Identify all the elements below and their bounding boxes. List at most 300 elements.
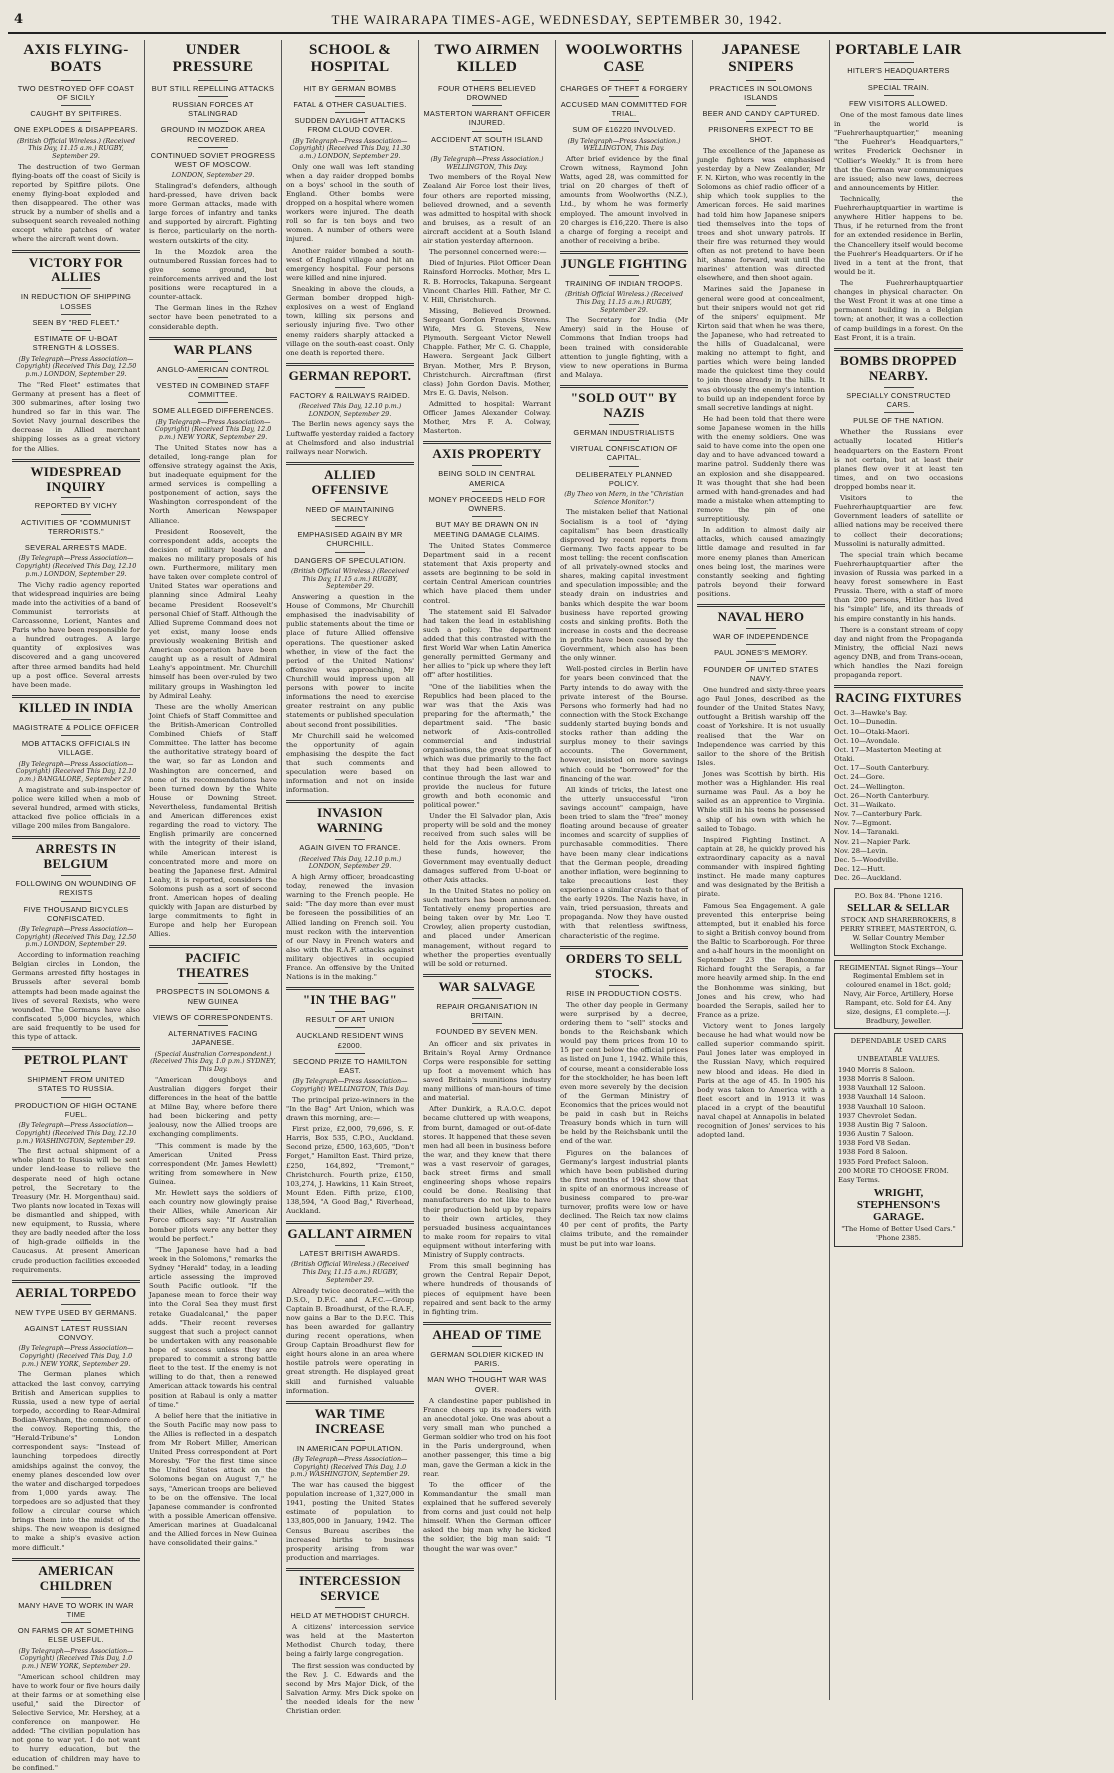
subheadline: LATEST BRITISH AWARDS. [299,1249,401,1259]
paragraph: Visitors to the Fuehrerhauptquartier are few. Government leaders of satellite or allied nations may be received there to collect their decorations; Mussolini is naturally admitted. [834,494,963,548]
headline: WAR PLANS [173,341,253,357]
fixture-item: Nov. 7—Canterbury Park. [834,810,922,819]
paragraph: He had been told that there were some Japanese women in the hills with the enemy soldiers. One was said to have come into the open one day and to have advanced toward a marine patrol. Suddenly there was an explosion and she disappeared. It was thought that she had been armed with hand-grenades and had made a mistake when attempting to remove the pin of one surreptitiously. [697,414,825,524]
newspaper-page [8,6,1106,1772]
rule [61,901,91,902]
rule [472,516,502,517]
dateline: (By Telegraph—Press Association—Copyright) (Received This Day, 12.50 p.m.) LONDON, September 29. [15,354,137,379]
paragraph: In addition to almost daily air attacks, which caused amazingly little damage and resulted in far more enemy planes than American ones being lost, the marines were constantly seeking and fighting patrols beyond their forward positions. [697,526,825,598]
article-divider [834,348,963,351]
paragraph: A citizens' intercession service was held at the Masterton Methodist Church today, there being a fairly large congregation. [286,1623,414,1659]
article [834,42,963,343]
car-item: 1938 Morris 8 Saloon. [838,1075,915,1084]
article [286,42,414,358]
fixture-item: Dec. 12—Hutt. [834,865,885,874]
rule [746,80,776,81]
headline: RACING FIXTURES [835,690,962,706]
paragraph: After brief evidence by the final Crown witness, Raymond John Watts, aged 28, was committed for trial on 20 charges of theft of amounts from Woolworths (N.Z.), Ltd., by whom he was formerly employed. The amount involved in 20 charges is £16,220. There is also a charge of forging a receipt and another of receiving a bribe. [560,154,688,245]
fixture-item: Oct. 24—Gore. [834,773,885,782]
subheadline: ALTERNATIVES FACING JAPANESE. [168,1029,258,1048]
paragraph: A high Army officer, broadcasting today, renewed the invasion warning to the French people. He said: "The day more than ever must be foreseen the possibilities of an Allied landing on French soil. You must reckon with the intervention of our Navy in French waters and also with the R.A.F. attacks against military objectives in occupied France. An offensive by the United Nations is in the making." [286,872,414,982]
subheadline: RUSSIAN FORCES AT STALINGRAD [172,99,254,118]
rule [472,491,502,492]
subheadline: DANGERS OF SPECULATION. [294,555,406,565]
article-divider [560,251,688,254]
columns [8,40,1106,1772]
article [12,842,140,1042]
subheadline: TRAINING OF INDIAN TROOPS. [565,278,683,288]
subheadline: BEING SOLD IN CENTRAL AMERICA [438,469,536,488]
headline: "SOLD OUT" BY NAZIS [570,389,678,420]
subheadline: SPECIALLY CONSTRUCTED CARS. [846,390,951,409]
fixture-item: Nov. 7—Egmont. [834,819,892,828]
article-divider [697,604,825,607]
article-divider [286,987,414,990]
rule [61,497,91,498]
subheadline: GERMAN SOLDIER KICKED IN PARIS. [430,1349,544,1369]
paragraph: The first session was conducted by the Rev. J. C. Edwards and the second by Mrs Major Dick, of the Salvation Army. Mrs Dick spoke on the needed ideals for the new Christian order. [286,1661,414,1716]
rule [335,387,365,388]
subheadline: DELIBERATELY PLANNED POLICY. [575,469,673,488]
article [423,42,551,436]
rule [335,1440,365,1441]
paragraph: "This comment is made by the American United Press correspondent (Mr. James Hewlett) writing from somewhere in New Guinea. [149,1141,277,1186]
paragraph: A belief here that the initiative in the South Pacific may now pass to the Allies is reflected in a despatch from Mr Robert Miller, American United Press correspondent at Port Moresby. "For the first time since the United States attack on the Solomons began on August 7," he says, "American troops are believed to be on the offensive. The local Japanese commander is confronted with a possible American offensive. American marines at Guadalcanal and the Allied forces in New Guinea have consolidated their gains." [149,1411,277,1548]
dateline: (British Official Wireless.) (Received This Day, 11.15 a.m.) RUGBY, September 29. [17,136,135,160]
headline: ARRESTS IN BELGIUM [35,841,117,872]
paragraph: The excellence of the Japanese as jungle fighters was emphasised yesterday by a New Zealander, Mr F. N. Kirton, who was recently in the Solomons as chief radio officer of a ship which took supplies to the American forces. He said marines had told him how Japanese snipers tied themselves into the tops of trees and shot unwary patrols. If their fire was returned they would often as not pretend to have been hit, shame forward, wait until the marines' attention was directed elsewhere, and then shoot again. [697,146,825,283]
advertisement [834,960,963,1030]
ad-line: P.O. Box 84. 'Phone 1216. [854,891,943,900]
subheadline: IN REDUCTION OF SHIPPING LOSSES [20,292,132,311]
subheadline: SEVERAL ARRESTS MADE. [24,543,128,553]
article-divider [286,1401,414,1404]
paragraph: Technically, the Fuehrerhauptquartier in wartime is anywhere Hitler happens to be. Thus, if he returned from the front for an extended residence in Berlin, the Chancellery itself would become the Fuehrer's Headquarters. Or if he lived in a tent at the front, that would be it. [834,194,964,276]
paragraph: Two members of the Royal New Zealand Air Force lost their lives, four others are reported missing, believed drowned, and a seventh was admitted to hospital with shock and bruises, as a result of an aircraft accident at a South Island air station yesterday afternoon. [423,173,551,246]
column-2 [145,40,282,1700]
article-divider [12,459,140,462]
headline: AXIS FLYING-BOATS [23,42,129,76]
subheadline: VESTED IN COMBINED STAFF COMMITTEE. [156,380,270,400]
headline: PORTABLE LAIR [835,42,962,58]
subheadline: TWO DESTROYED OFF COAST OF SICILY [17,83,135,102]
article-divider [286,462,414,465]
rule [61,735,91,736]
paragraph: The mistaken belief that National Socialism is a tool of "dying capitalism" has been drastically disproved by recent reports from Germany. Two facts appear to be most telling: the recent confiscation of all privately-owned stocks and shares, making capital investment and speculation impossible; and the steady drain on industries and banks which despite the war boom business have reported growing costs and sinking profits. Both the increase in costs and the decrease in profits have been caused by the Government, which also has been the only winner. [560,508,688,663]
paragraph: Stalingrad's defenders, although hard-pressed, have driven back more German attacks, made with large forces of infantry and tanks and supported by aircraft. Fighting is fierce, particularly on the north-western outskirts of the city. [149,181,277,245]
ad-body: "The Home of Better Used Cars." 'Phone 2385. [841,1225,956,1242]
paragraph: The destruction of two German flying-boats off the coast of Sicily is reported by Spitfire pilots. One enemy flying-boat exploded and then disappeared. The other was struck by a number of shells and a subsequent search revealed nothing except white patches of water where the aircraft went down. [12,162,140,244]
headline: INVASION WARNING [316,805,384,836]
subheadline: CAUGHT BY SPITFIRES. [30,109,122,118]
article [12,1053,140,1275]
article-divider [286,1568,414,1571]
subheadline: MAN WHO THOUGHT WAR WAS OVER. [427,1375,547,1394]
paragraph: The "Red Fleet" estimates that Germany at present has a fleet of 300 submarines, after losing two hundred so far in this war. The Soviet Navy journal describes the decrease in Allied merchant shipping losses as a great victory for the Allies. [12,380,140,453]
paragraph: There is a constant stream of copy day and night from the Propaganda Ministry, the official Nazi news agency DNB, and from Trans-ocean, which handles the Nazi foreign propaganda report. [834,625,963,680]
article-divider [12,695,140,698]
rule [198,80,228,81]
paragraph: President Roosevelt, the correspondent adds, accepts the decision of military leaders and makes no military proposals of his own. Furthermore, military men have taken over complete control of United States war operations and planning since Admiral Leahy became President Roosevelt's personal Chief of Staff. Although the Allied Supreme Command does not yet exist, many loose ends previously weakening British and American cooperation have been caught up as a result of Admiral Leahy's appointment. Mr. Churchill himself has been over-ruled by two military groups in Washington led by Admiral Leahy. [149,527,277,700]
rule [609,424,639,425]
subheadline: IN AMERICAN POPULATION. [296,1443,404,1453]
headline: WAR SALVAGE [438,978,536,994]
article [560,952,688,1249]
subheadline: ESTIMATE OF U-BOAT STRENGTH & LOSSES. [32,334,120,353]
rule [472,131,502,132]
car-list [838,1066,959,1185]
rule [198,147,228,148]
headline: PETROL PLANT [24,1052,128,1068]
car-item: 1938 Vauxhall 10 Saloon. [838,1102,926,1111]
rule [198,983,228,984]
fixture-item: Oct. 3—Hawke's Bay. [834,709,908,718]
rule [335,1607,365,1608]
rule [884,79,914,80]
subheadline: ANGLO-AMERICAN CONTROL [156,364,270,374]
article-divider [286,1221,414,1224]
rule [472,465,502,466]
rule [609,440,639,441]
dateline: (By Telegraph—Press Association—Copyright) (Received This Day, 12.50 p.m.) LONDON, September 29. [15,925,137,949]
article-divider [423,974,551,977]
article-divider [149,945,277,948]
paragraph: A magistrate and sub-inspector of police were killed when a mob of several hundred, armed with sticks, attacked five police officials in a village 200 miles from Bangalore. [12,785,140,831]
rule [884,387,914,388]
rule [472,80,502,81]
rule [884,95,914,96]
rule [335,1027,365,1028]
fixture-item: Oct. 10—Avondale. [834,736,900,745]
article [12,256,140,454]
rule [609,96,639,97]
subheadline: FACTORY & RAILWAYS RAIDED. [289,390,411,400]
subheadline: ONE EXPLODES & DISAPPEARS. [13,125,139,135]
dateline: (By Telegraph—Press Association—Copyright) (Received This Day, 1.0 p.m.) WASHINGTON, September 29. [290,1454,410,1479]
paragraph: The German lines in the Rzhev sector have been penetrated to a considerable depth. [149,304,277,331]
paragraph: The principal prize-winners in the "In the Bag" Art Union, which was drawn this morning, are:— [286,1095,414,1123]
paragraph: From this small beginning has grown the Central Repair Depot, where hundreds of thousands of pieces of equipment have been repaired and sent back to the army in fighting trim. [423,1262,551,1316]
subheadline: ACCUSED MAN COMMITTED FOR TRIAL. [560,99,688,118]
ad-line: UNBEATABLE VALUES. [857,1055,940,1064]
paragraph: The United States Commerce Department said in a recent statement that Axis property and assets are beginning to be sold in certain Central American countries which have placed them under control. [423,541,551,605]
headline: UNDER PRESSURE [172,42,254,76]
paragraph: The United States now has a detailed, long-range plan for offensive strategy against the Axis, but inadequate equipment for the armed services is compelling a postponement of action, says the Washington correspondent of the North American Newspaper Alliance. [149,443,277,525]
subheadline: CHARGES OF THEFT & FORGERY [560,83,688,93]
page-number: 4 [14,12,24,27]
subheadline: SHIPMENT FROM UNITED STATES TO RUSSIA. [27,1075,125,1094]
advertisement [834,888,963,956]
paragraph: First prize, £2,000, 79,696, S. F. Harris, Box 535, C.P.O., Auckland. Second prize, £500, 163,605, "Don't Forget," Hamilton East. Third prize, £250, 164,892, "Tremont," Christchurch. Fourth prize, £150, 103,274, J. Hawkins, 11 Kain Street, Mount Eden. Fifth prize, £100, 138,594, "A Good Bag," Riverhead, Auckland. [286,1125,414,1216]
advertisement [834,1033,963,1246]
rule [472,1346,502,1347]
rule [746,644,776,645]
column-6 [693,40,830,1700]
car-item: 1938 Ford 8 Saloon. [838,1148,908,1157]
ad-title: SELLAR & SELLAR [847,902,950,915]
subheadline: NEW TYPE USED BY GERMANS. [15,1307,137,1317]
rule [335,96,365,97]
ad-line: At [894,1046,903,1055]
subheadline: AGAINST LATEST RUSSIAN CONVOY. [24,1323,128,1343]
fixture-item: Oct. 17—South Canterbury. [834,764,929,773]
dateline: (By Telegraph—Press Association—Copyright) (Received This Day, 12.10 p.m.) WASHINGTON, September 29. [15,1121,137,1145]
dateline: (Special Australian Correspondent.) (Received This Day, 1.0 p.m.) SYDNEY, This Day. [150,1049,276,1074]
article-divider [423,1322,551,1325]
rule [335,1053,365,1054]
paragraph: Whether the Russians ever actually located Hitler's headquarters on the Eastern Front is not certain, but at least their planes flew over it at least ten times, and on two occasions dropped bombs near it. [834,428,963,492]
subheadline: FATAL & OTHER CASUALTIES. [293,99,407,109]
headline: WOOLWORTHS CASE [565,42,683,76]
headline: NAVAL HERO [717,609,805,625]
paragraph: Well-posted circles in Berlin have for years been convinced that the Party intends to do away with the private interest of the Bourse. Persons who formerly had had no connection with the Stock Exchange suddenly started buying bonds and stocks rather than adding the surplus money to their savings accounts. The Government, however, insisted on more savings which could be "borrowed" for the financing of the war. [560,665,688,783]
fixture-item: Oct. 26—North Canterbury. [834,791,930,800]
paragraph: Only one wall was left standing when a day raider dropped bombs on a boys' school in the south of England. Other bombs were dropped on a hospital where women workers were injured. The death roll so far is ten boys and two women. A number of others were injured. [286,162,414,244]
subheadline: ACCIDENT AT SOUTH ISLAND STATION. [431,134,543,153]
rule [198,1009,228,1010]
column-7 [830,40,967,1700]
subheadline: REPORTED BY VICHY [34,501,118,511]
headline: ALLIED OFFENSIVE [311,466,389,497]
paragraph: One hundred and sixty-three years ago Paul Jones, described as the founder of the United States Navy, outfought a British warship off the coast of Yorkshire. It is not usually realised that the War on Independence was carried by this sailor to the shore of the British Isles. [697,686,825,767]
rule [746,121,776,122]
rule [61,121,91,122]
subheadline: VIRTUAL CONFISCATION OF CAPITAL. [570,444,678,463]
paragraph: After Dunkirk, a R.A.O.C. depot became cluttered up with weapons, from burnt, damaged or out-of-date stores. It happened that these seven men had all been in business before the war, and they knew that there was a vast reservoir of garages, back street firms and small engineering shops whose repairs could be done. Realising that manufacturers do not like to have their production held up by repairs to their own articles, they persuaded business acquaintances to make room for repairs to vital equipment without interfering with Ministry of Supply contracts. [423,1105,551,1260]
article [560,391,688,941]
rule [198,121,228,122]
paragraph: The personnel concerned were:— [429,248,547,257]
article-divider [286,800,414,803]
paragraph: The Fuehrerhauptquartier changes in physical character. On the West Front it was at one time a permanent building in a Belgian town; at another, it was a collection of camp buildings in a forest. On the East Front, it is a train. [834,278,963,342]
subheadline: REPAIR ORGANISATION IN BRITAIN. [436,1001,538,1021]
paragraph: The other day people in Germany were surprised by a decree, ordering them to "sell" stocks and bonds to the Reichsbank which would pay them prices from 10 to 15 per cent below the official prices as listed on June 1, 1942. While this, of course, meant a considerable loss for the stockholder, he has been left even more severely by the decision of the German Ministry of Economics that the prices would not be paid in cash but in Reichs Treasury bonds which in turn will be held by the Reichsbank until the end of the war. [560,1000,688,1146]
subheadline: GROUND IN MOZDOK AREA RECOVERED. [160,125,266,144]
rule [335,1245,365,1246]
paragraph: Inspired Fighting Instinct. A captain at 28, he quickly proved his extraordinary capacity as a naval commander with inspired fighting instinct. He made many captures and was designated by the British a pirate. [697,835,825,899]
subheadline: RESULT OF ART UNION [305,1015,395,1025]
dateline: LONDON, September 29. [171,171,255,180]
rule [61,105,91,106]
article [149,343,277,940]
paragraph: According to information reaching Belgian circles in London, the Germans arrested fifty hostages in Brussels after several bomb attempts had been made against the lives of several Rexists, who were wounded. The Germans have also confiscated 5,000 bicycles, which are said frequently to be used for this type of attack. [12,951,140,1042]
rule [609,466,639,467]
fixture-item: Dec. 26—Auckland. [834,874,902,883]
subheadline: FOUR OTHERS BELIEVED DROWNED [438,83,536,102]
subheadline: BUT MAY BE DRAWN ON IN MEETING DAMAGE CLAIMS. [434,520,540,539]
dateline: (By Telegraph—Press Association—Copyright) (Received This Day, 1.0 p.m.) NEW YORK, September 29. [18,1646,134,1670]
rule [61,1097,91,1098]
paragraph: The statement said El Salvador had taken the lead in establishing such a policy. The department added that this contrasted with the first World War when Latin America generally permitted Germany and her allies to "pick up where they left off" after hostilities. [423,607,551,680]
article [149,951,277,1549]
article [834,354,963,681]
subheadline: SEEN BY "RED FLEET." [32,317,120,327]
article [286,1227,414,1396]
article [697,42,825,599]
paragraph: These are the wholly American Joint Chiefs of Staff Committee and the British-American Controlled Combined Chiefs of Staff Committee. The latter has become the authoritative strategy board of the war, so far as London and Washington are concerned, and none of its recommendations have been turned down by the White House or Downing Street. Nevertheless, fundamental British and American differences exist regarding the road to victory. The English primarily are concerned with the integrity of their island, while American interest is concentrated more and more on beating the Japanese first. Admiral Leahy, it is reported, considers the Solomons push as a sort of second front. American hopes of dealing quickly with Japan are disturbed by large commitments to fight in Europe and help her European Allies. [149,702,277,939]
paragraph: "American doughboys and Australian diggers forget their differences in the heat of the battle at Milne Bay, where before there had been bickering and petty jealousy, now the Allied troops are exchanging compliments. [149,1075,277,1139]
article [286,369,414,457]
paragraph: Already twice decorated—with the D.S.O., D.F.C. and A.F.C.—Group Captain B. Broadhurst, of the R.A.F., now gains a Bar to the D.F.C. This has been awarded for gallantry during recent operations, when Group Captain Broadhurst flew for eight hours alone in an area where hostile patrols were operating in great strength. He displayed great skill and furnished valuable information. [286,1286,414,1395]
rule [335,1011,365,1012]
paragraph: An officer and six privates in Britain's Royal Army Ordnance Corps were responsible for setting up foot a movement which has saved Britain's munitions industry many millions of man-hours of time and material. [423,1039,551,1103]
rule [61,330,91,331]
subheadline: MASTERTON WARRANT OFFICER INJURED. [423,109,551,128]
subheadline: FOUNDER OF UNITED STATES NAVY. [703,664,819,683]
rule [61,514,91,515]
subheadline: HELD AT METHODIST CHURCH. [290,1610,410,1620]
headline: TWO AIRMEN KILLED [434,42,540,76]
car-item: 1938 Vauxhall 14 Saloon. [838,1093,926,1102]
paragraph: Admitted to hospital: Warrant Officer James Alexander Colway. Mother, Mrs F. A. Colway, Masterton. [423,400,551,436]
subheadline: VIEWS OF CORRESPONDENTS. [152,1012,274,1022]
rule [746,628,776,629]
article [286,1407,414,1563]
subheadline: HIT BY GERMAN BOMBS [303,83,397,93]
paragraph: The Secretary for India (Mr Amery) said in the House of Commons that Indian troops had been trained with considerable attention to jungle fighting, with a view to new operations in Burma and Malaya. [560,316,688,379]
paragraph: Marines said the Japanese in general were good at concealment, but their snipers would not get rid of the snipers' equipment. Mr Kirton said that when he was there, the Japanese, who had retreated to the hills of Guadalcanal, were making no attempt to fight, and parties which were being landed made the quickest time they could to join those already in the hills. It was obviously the enemy's intention to build up an independent force by small secretive landings at night. [697,285,825,412]
paragraph: "One of the liabilities when the Republics had been placed to the war was that the Axis was preparing for the aftermath," the department said. "The basic network of Axis-controlled commercial and industrial organisations, the great strength of which was due primarily to the fact that they had been allowed to continue through the last war and provide the nucleus for future growth and both economic and political power." [423,682,551,809]
subheadline: PAUL JONES'S MEMORY. [714,648,808,658]
headline: PACIFIC THEATRES [176,949,250,980]
article-divider [149,337,277,340]
headline: AHEAD OF TIME [432,1326,542,1342]
paragraph: The German planes which attacked the last convoy, carrying British and American supplies to Russia, used a new type of aerial torpedo, according to Rear-Admiral Bodian-Wersham, the commodore of the convoy. Reporting this, the "Herald-Tribune's" London correspondent says: "Instead of launching torpedoes directly amidships against the convoy, the enemy planes descended low over the water and discharged torpedoes from 1,000 yards away. The torpedoes are so adjusted that they follow a circular course which brings them into the midst of the ships. The new weapon is designed to make a ship's evasive action more difficult." [12,1370,140,1552]
rule [61,719,91,720]
headline: AERIAL TORPEDO [15,1284,137,1300]
subheadline: AGAIN GIVEN TO FRANCE. [299,843,401,853]
paragraph: A clandestine paper published in France cheers up its readers with an anecdotal joke. One was about a very small man who punched a German soldier who trod on his foot in the Paris underground, when another passenger, this time a big man, gave the German a kick in the rear. [423,1396,551,1478]
fixture-item: Nov. 28—Levin. [834,846,888,855]
paragraph: "American school children may have to work four or five hours daily at their farms or at something else useful," said the Director of Selective Service, Mr. Hershey, at a conference on manpower. He added: "The civilian population has not gone to war yet. I do not want to hurry education, but the education of children may have to be confined." [12,1672,140,1772]
subheadline: MAGISTRATE & POLICE OFFICER [12,722,140,732]
rule [335,526,365,527]
rule [198,361,228,362]
rule [198,402,228,403]
dateline: (British Official Wireless.) (Received This Day, 11.15 a.m.) RUGBY, September 29. [291,566,409,591]
subheadline: SECOND PRIZE TO HAMILTON EAST. [292,1056,408,1076]
article [286,1574,414,1716]
subheadline: MONEY PROCEEDS HELD FOR OWNERS. [428,494,546,514]
subheadline: BUT STILL REPELLING ATTACKS [151,83,275,93]
paragraph: Mr Churchill said he welcomed the opportunity of again emphasising the despite the fact that such comments and speculation were based on information and not on inside information. [286,731,414,795]
rule [198,96,228,97]
fixture-item: Nov. 14—Taranaki. [834,828,900,837]
headline: JAPANESE SNIPERS [721,42,801,76]
dateline: (By Telegraph—Press Association—Copyright) (Received This Day, 12.10 p.m.) BANGALORE, September 29. [15,759,137,783]
subheadline: FEW VISITORS ALLOWED. [849,98,948,108]
article [286,993,414,1216]
car-item: 1936 Austin 7 Saloon. [838,1130,914,1139]
article [286,468,414,796]
dateline: (British Official Wireless.) (Received This Day, 11.15 a.m.) RUGBY, September 29. [565,290,683,314]
ad-body: STOCK AND SHAREBROKERS, 8 PERRY STREET, MASTERTON, G. W. Sellar Country Member Wellington Stock Exchange. [840,916,957,951]
dateline: (By Telegraph—Press Association—Copyright) (Received This Day, 11.30 a.m.) LONDON, September 29. [289,136,411,160]
article [697,610,825,1140]
headline: WIDESPREAD INQUIRY [30,463,122,494]
paragraph: Sneaking in above the clouds, a German bomber dropped high-explosives on a west of England town, killing six persons and seriously injuring five. Two other enemy raiders sharply attacked a village on the south-east coast. Only one death is reported there. [286,284,414,357]
masthead [8,6,1106,34]
article-divider [12,1280,140,1283]
rule [61,314,91,315]
article-divider [12,836,140,839]
headline: "IN THE BAG" [302,992,398,1008]
subheadline: SPECIAL TRAIN. [867,82,930,92]
subheadline: PRISONERS EXPECT TO BE SHOT. [708,125,814,144]
column-5 [556,40,693,1700]
paragraph: Famous Sea Engagement. A gale prevented this enterprise being attempted, but it enabled his force to sight a British convoy bound from the Baltic to Scarborough. For three and a-half hours in the moonlight on September 23 the Bonhomme Richard fought the Serapis, a far more heavily armed ship. In the end the Bonhomme was sinking, but Jones and his crew, who had boarded the Serapis, sailed her to France as a prize. [697,901,825,1019]
article-divider [12,250,140,253]
dateline: (Received This Day, 12.10 p.m.) LONDON, September 29. [298,854,402,871]
paragraph: The special train which became Fuehrerhauptquartier after the invasion of Russia was parked in a heavy forest somewhere in East Prussia. There, with a staff of more than 200 persons, Hitler has lived his "simple" life, and its threads of his empire constantly in his hands. [834,550,963,623]
rule [609,985,639,986]
headline: KILLED IN INDIA [18,699,134,715]
car-item: 200 MORE TO CHOOSE FROM. Easy Terms. [838,1166,949,1184]
subheadline: HITLER'S HEADQUARTERS [847,66,950,76]
ad-title: WRIGHT, STEPHENSON'S GARAGE. [856,1187,941,1224]
dateline: (British Official Wireless.) (Received This Day, 11.15 a.m.) RUGBY, September 29. [291,1260,409,1284]
dateline: (By Telegraph—Press Association—Copyright) (Received This Day, 12.0 p.m.) NEW YORK, September 29. [154,417,272,441]
headline: BOMBS DROPPED NEARBY. [840,352,957,383]
article-divider [560,946,688,949]
paragraph: The war has caused the biggest population increase of 1,327,000 in 1941, posting the United States estimate of population to 133,805,000 in January, 1942. The Census Bureau ascribes the increased births to business prosperity arising from war production and marriages. [286,1481,414,1562]
headline: INTERCESSION SERVICE [299,1572,401,1603]
dateline: (By Telegraph—Press Association.) WELLINGTON, This Day. [567,136,681,153]
rule [61,288,91,289]
rule [61,1304,91,1305]
rule [335,839,365,840]
rule [61,539,91,540]
rule [198,1025,228,1026]
subheadline: MOB ATTACKS OFFICIALS IN VILLAGE. [21,739,131,758]
headline: GERMAN REPORT. [288,367,412,383]
rule [61,1597,91,1598]
rule [198,377,228,378]
headline: SCHOOL & HOSPITAL [309,42,391,76]
paragraph: Missing, Believed Drowned. Sergeant Gordon Francis Stevens. Wife, Mrs G. Stevens, New Plymouth. Sergeant Victor Newell Chapple. Father, Mr C. G. Chapple, Hawera. Sergeant Jack Gilbert Bryan. Mother, Mrs P. Bryson, Christchurch. Aircraftman (first class) John Gordon Davis. Mother, Mrs E. G. Davis, Nelson. [423,306,551,397]
paragraph: Victory went to Jones largely because he had what would now be called superior commando spirit. Paul Jones later was employed in the Russian Navy, which required new blood and ideas. He died in Paris at the age of 45. In 1905 his body was taken to America with a fleet escort and in 1913 it was placed in a crypt of the beautiful naval chapel at Annapolis in belated recognition of Jones' services to his adopted land. [697,1021,825,1140]
rule [61,1071,91,1072]
dateline: (By Telegraph—Press Association—Copyright) (Received This Day, 12.10 p.m.) LONDON, September 29. [15,554,137,578]
subheadline: AUCKLAND RESIDENT WINS £2000. [296,1031,404,1050]
article [423,980,551,1317]
rule [884,62,914,63]
dateline: (By Telegraph—Press Association.) WELLINGTON, This Day. [430,155,544,171]
subheadline: ON FARMS OR AT SOMETHING ELSE USEFUL. [17,1626,135,1645]
subheadline: ACTIVITIES OF "COMMUNIST TERRORISTS." [20,517,131,536]
subheadline: SUDDEN DAYLIGHT ATTACKS FROM CLOUD COVER. [294,116,406,135]
fixture-item: Oct. 10—Dunedin. [834,718,898,727]
fixture-item: Nov. 21—Napier Park. [834,837,911,846]
column-4 [419,40,556,1700]
rule [61,80,91,81]
subheadline: RISE IN PRODUCTION COSTS. [566,988,682,998]
column-3 [282,40,419,1716]
headline: GALLANT AIRMEN [287,1226,413,1242]
article [286,806,414,982]
paragraph: To the officer of the Kommandantur the small man explained that he suffered severely from corns and just could not help himself. When the German officer asked the big man why he kicked the soldier, the big man said: "I thought the war was over." [423,1480,551,1553]
subheadline: MANY HAVE TO WORK IN WAR TIME [18,1600,134,1619]
column-1 [8,40,145,1772]
article-divider [560,385,688,388]
paragraph: Died of Injuries. Pilot Officer Dean Rainsford Horrocks. Mother, Mrs L. R. B. Horrocks, Takapuna. Sergeant Vincent Charles Hill. Father, Mr C. V. Hill, Christchurch. [423,259,551,304]
subheadline: PRACTICES IN SOLOMONS ISLANDS [709,83,813,102]
car-item: 1938 Vauxhall 12 Saloon. [838,1084,926,1093]
fixture-item: Oct. 17—Masterton Meeting at Otaki. [834,745,942,764]
rule [746,661,776,662]
paragraph: All kinds of tricks, the latest one the utterly unsuccessful "iron savings account" campaign, have been tried to slam the "free" money floating around because of greater incomes and scarcity of supplies of purchasable commodities. There have been many clear indications that the German people, dreading another inflation, were beginning to take precautions lest they experience a similar crash to that of the early 1920s. The Nazis have, in vain, tried persuasion, threats and propaganda. Now they have ousted with that relentless swiftness, characteristic of the regime. [560,785,688,940]
article-divider [834,685,963,688]
